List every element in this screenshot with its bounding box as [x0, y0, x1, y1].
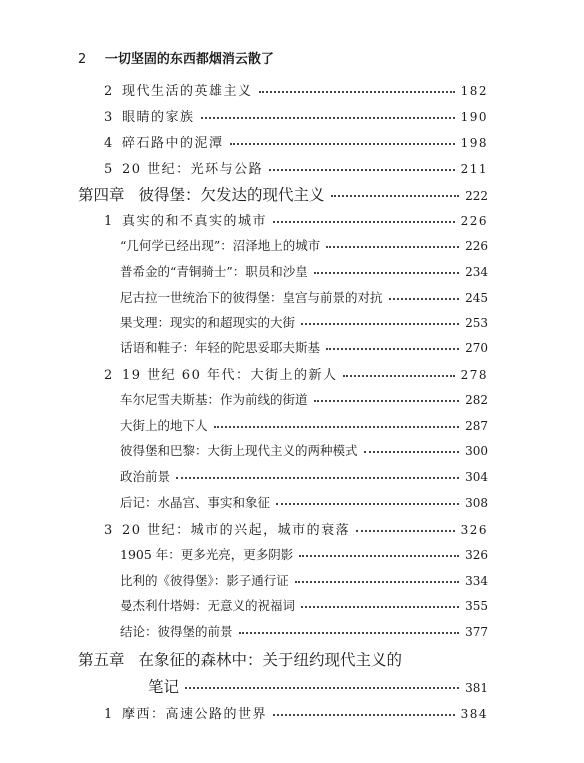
toc-subentry[interactable]	[120, 313, 488, 331]
page-ref: 190	[460, 110, 488, 124]
toc-subentry[interactable]	[120, 545, 488, 563]
toc-subentry[interactable]	[120, 236, 488, 254]
page-ref: 253	[465, 316, 488, 330]
subsection-title: 后记：水晶宫、事实和象征	[120, 495, 271, 510]
dot-leader	[389, 298, 460, 300]
page-ref: 304	[465, 470, 488, 484]
chapter-title: 在象征的森林中：关于纽约现代主义的	[138, 651, 403, 669]
section-number: 5	[104, 162, 114, 177]
toc-subentry[interactable]	[120, 338, 488, 356]
page-ref: 270	[465, 341, 488, 355]
subsection-title: 比利的《彼得堡》：影子通行证	[120, 573, 289, 588]
page-ref: 355	[465, 599, 488, 613]
toc-chapter[interactable]	[78, 183, 488, 205]
page-ref: 226	[465, 239, 488, 253]
dot-leader	[295, 581, 459, 583]
subsection-title: 尼古拉一世统治下的彼得堡：皇宫与前景的对抗	[120, 290, 383, 305]
toc-subentry[interactable]	[120, 262, 488, 280]
dot-leader	[214, 426, 460, 428]
dot-leader	[364, 451, 460, 453]
subsection-title: 车尔尼雪夫斯基：作为前线的街道	[120, 392, 308, 407]
subsection-title: 曼杰利什塔姆：无意义的祝福词	[120, 598, 296, 613]
dot-leader	[276, 503, 459, 505]
toc-subentry[interactable]	[120, 390, 488, 408]
toc-subentry[interactable]	[120, 493, 488, 511]
dot-leader	[343, 375, 454, 377]
dot-leader	[273, 714, 455, 716]
page-number: 2	[78, 52, 87, 67]
subsection-title: 果戈理：现实的和超现实的大街	[120, 315, 296, 330]
page-ref: 245	[465, 291, 488, 305]
toc-entry[interactable]	[104, 106, 488, 125]
dot-leader	[176, 477, 459, 479]
section-title: 真实的和不真实的城市	[122, 214, 268, 229]
subsection-title: 结论：彼得堡的前景	[120, 624, 233, 639]
dot-leader	[326, 348, 459, 350]
section-title: 20 世纪：城市的兴起，城市的衰落	[122, 523, 351, 538]
dot-leader	[314, 272, 459, 274]
toc-subentry[interactable]	[120, 416, 488, 434]
page-ref: 326	[460, 523, 488, 537]
dot-leader	[326, 246, 459, 248]
section-title: 碎石路中的泥潭	[122, 136, 224, 151]
chapter-number: 第四章	[78, 186, 125, 204]
page-ref: 326	[465, 548, 488, 562]
page-ref: 222	[465, 189, 488, 203]
running-header	[78, 48, 274, 67]
dot-leader	[273, 221, 455, 223]
page-ref: 282	[465, 393, 488, 407]
chapter-number: 第五章	[78, 651, 125, 669]
section-number: 2	[104, 84, 114, 99]
section-title: 眼睛的家族	[122, 110, 195, 125]
toc-entry[interactable]	[104, 703, 488, 722]
subsection-title: 话语和鞋子：年轻的陀思妥耶夫斯基	[120, 340, 321, 355]
dot-leader	[301, 323, 459, 325]
toc-subentry[interactable]	[120, 288, 488, 306]
section-number: 2	[104, 368, 114, 383]
toc-subentry[interactable]	[120, 622, 488, 640]
subsection-title: “几何学已经出现”：沼泽地上的城市	[120, 238, 321, 253]
page-ref: 234	[465, 265, 488, 279]
page-ref: 198	[460, 136, 488, 150]
book-title: 一切坚固的东西都烟消云散了	[104, 52, 274, 67]
toc-chapter[interactable]	[78, 648, 488, 670]
page-ref: 287	[465, 419, 488, 433]
page-ref: 377	[465, 625, 488, 639]
dot-leader	[314, 400, 460, 402]
page-ref: 334	[465, 574, 488, 588]
section-number: 1	[104, 707, 114, 722]
toc-subentry[interactable]	[120, 571, 488, 589]
chapter-title: 彼得堡：欠发达的现代主义	[138, 186, 325, 204]
toc-entry[interactable]	[104, 132, 488, 151]
page-ref: 278	[460, 368, 488, 382]
toc-entry[interactable]	[104, 364, 488, 383]
page-ref: 308	[465, 496, 488, 510]
section-number: 3	[104, 523, 114, 538]
toc-entry[interactable]	[104, 158, 488, 177]
subsection-title: 彼得堡和巴黎：大街上现代主义的两种模式	[120, 443, 358, 458]
subsection-title: 普希金的“青铜骑士”：职员和沙皇	[120, 264, 308, 279]
toc-subentry[interactable]	[120, 467, 488, 485]
page-ref: 300	[465, 444, 488, 458]
section-title: 19 世纪 60 年代：大街上的新人	[122, 368, 338, 383]
dot-leader	[259, 91, 455, 93]
page-ref: 381	[465, 681, 488, 695]
section-title: 摩西：高速公路的世界	[122, 707, 268, 722]
section-title: 20 世纪：光环与公路	[122, 162, 264, 177]
section-number: 4	[104, 136, 114, 151]
dot-leader	[356, 530, 454, 532]
dot-leader	[230, 143, 455, 145]
dot-leader	[301, 606, 459, 608]
chapter-title-continued: 笔记	[148, 678, 180, 696]
page-ref: 182	[460, 84, 488, 98]
toc-subentry[interactable]	[120, 596, 488, 614]
dot-leader	[239, 632, 460, 634]
toc-entry[interactable]	[104, 210, 488, 229]
dot-leader	[299, 555, 459, 557]
dot-leader	[201, 117, 455, 119]
toc-entry[interactable]	[104, 80, 488, 99]
dot-leader	[185, 687, 459, 689]
section-number: 3	[104, 110, 114, 125]
toc-chapter-continued[interactable]	[148, 675, 488, 697]
section-title: 现代生活的英雄主义	[122, 84, 253, 99]
subsection-title: 1905 年：更多光亮，更多阴影	[120, 547, 294, 562]
dot-leader	[331, 195, 460, 197]
subsection-title: 政治前景	[120, 469, 171, 484]
toc-entry[interactable]	[104, 519, 488, 538]
page-ref: 226	[460, 214, 488, 228]
dot-leader	[269, 169, 454, 171]
section-number: 1	[104, 214, 114, 229]
toc-subentry[interactable]	[120, 441, 488, 459]
subsection-title: 大街上的地下人	[120, 418, 208, 433]
page-ref: 211	[460, 162, 488, 176]
page-ref: 384	[460, 707, 488, 721]
